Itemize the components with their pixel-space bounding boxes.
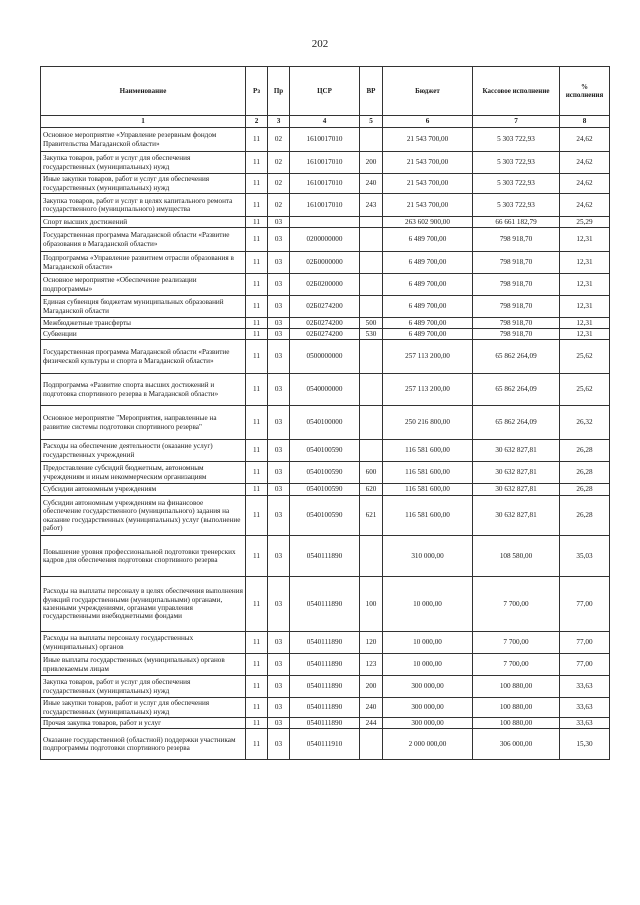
row-percent: 26,32 (560, 406, 610, 440)
row-kassa: 306 000,00 (473, 729, 560, 760)
row-pr: 03 (268, 536, 290, 577)
row-kassa: 798 918,70 (473, 296, 560, 318)
row-csr: 0540100590 (290, 440, 360, 462)
row-vr: 600 (360, 462, 383, 484)
row-csr: 02Б0274200 (290, 296, 360, 318)
row-percent: 33,63 (560, 676, 610, 698)
header-row (41, 67, 610, 116)
row-percent: 12,31 (560, 318, 610, 329)
row-pr: 03 (268, 729, 290, 760)
row-rz: 11 (246, 274, 268, 296)
row-pr: 03 (268, 406, 290, 440)
row-pr: 03 (268, 462, 290, 484)
row-name: Государственная программа Магаданской области «Развитие образования в Магаданской области» (41, 228, 246, 252)
row-vr (360, 128, 383, 152)
row-percent: 77,00 (560, 632, 610, 654)
row-kassa: 65 862 264,09 (473, 374, 560, 406)
row-vr (360, 406, 383, 440)
table-row (41, 536, 610, 577)
row-vr (360, 536, 383, 577)
row-name: Расходы на выплаты персоналу государственных (муниципальных) органов (41, 632, 246, 654)
row-budget: 6 489 700,00 (383, 329, 473, 340)
row-vr: 240 (360, 174, 383, 194)
table-row (41, 252, 610, 274)
table-row (41, 440, 610, 462)
table-row (41, 496, 610, 536)
row-name: Оказание государственной (областной) поддержки участникам подпрограммы подготовки спортивного резерва (41, 729, 246, 760)
row-percent: 25,62 (560, 340, 610, 374)
row-rz: 11 (246, 718, 268, 729)
table-row (41, 654, 610, 676)
row-budget: 10 000,00 (383, 654, 473, 676)
row-pr: 03 (268, 318, 290, 329)
row-pr: 03 (268, 252, 290, 274)
row-name: Государственная программа Магаданской области «Развитие физической культуры и спорта в Магаданской области» (41, 340, 246, 374)
header-pr: Пр (268, 67, 290, 116)
row-csr (290, 217, 360, 228)
row-pr: 03 (268, 632, 290, 654)
row-budget: 300 000,00 (383, 676, 473, 698)
table-row (41, 296, 610, 318)
row-budget: 250 216 800,00 (383, 406, 473, 440)
row-budget: 21 543 700,00 (383, 128, 473, 152)
row-kassa: 5 303 722,93 (473, 194, 560, 217)
row-vr (360, 296, 383, 318)
column-number: 3 (268, 116, 290, 128)
table-row (41, 577, 610, 632)
table-row (41, 374, 610, 406)
row-pr: 03 (268, 577, 290, 632)
row-csr: 0540100590 (290, 484, 360, 496)
table-row (41, 228, 610, 252)
row-vr: 530 (360, 329, 383, 340)
row-budget: 116 581 600,00 (383, 440, 473, 462)
row-name: Иные закупки товаров, работ и услуг для обеспечения государственных (муниципальных) нужд (41, 174, 246, 194)
table-row (41, 632, 610, 654)
row-kassa: 65 862 264,09 (473, 340, 560, 374)
row-kassa: 30 632 827,81 (473, 484, 560, 496)
row-rz: 11 (246, 462, 268, 484)
table-row (41, 462, 610, 484)
row-rz: 11 (246, 484, 268, 496)
row-name: Субвенции (41, 329, 246, 340)
row-kassa: 65 862 264,09 (473, 406, 560, 440)
row-percent: 25,62 (560, 374, 610, 406)
row-pr: 02 (268, 194, 290, 217)
row-pr: 02 (268, 152, 290, 174)
row-kassa: 798 918,70 (473, 318, 560, 329)
row-percent: 33,63 (560, 698, 610, 718)
row-vr (360, 340, 383, 374)
column-number: 8 (560, 116, 610, 128)
row-csr: 02Б0274200 (290, 318, 360, 329)
row-budget: 6 489 700,00 (383, 228, 473, 252)
row-percent: 77,00 (560, 577, 610, 632)
row-percent: 24,62 (560, 152, 610, 174)
row-csr: 1610017010 (290, 152, 360, 174)
row-rz: 11 (246, 374, 268, 406)
row-rz: 11 (246, 654, 268, 676)
row-percent: 15,30 (560, 729, 610, 760)
table-row (41, 676, 610, 698)
row-pr: 03 (268, 217, 290, 228)
table-row (41, 274, 610, 296)
row-budget: 263 602 900,00 (383, 217, 473, 228)
row-rz: 11 (246, 340, 268, 374)
row-budget: 21 543 700,00 (383, 152, 473, 174)
row-csr: 1610017010 (290, 128, 360, 152)
row-vr (360, 252, 383, 274)
row-rz: 11 (246, 318, 268, 329)
row-pr: 03 (268, 440, 290, 462)
row-rz: 11 (246, 217, 268, 228)
table-row (41, 340, 610, 374)
row-csr: 0540111910 (290, 729, 360, 760)
row-budget: 6 489 700,00 (383, 252, 473, 274)
row-budget: 21 543 700,00 (383, 174, 473, 194)
budget-execution-table (40, 66, 610, 760)
row-name: Предоставление субсидий бюджетным, автономным учреждениям и иным некоммерческим организациям (41, 462, 246, 484)
row-name: Субсидии автономным учреждениям (41, 484, 246, 496)
row-csr: 0540100590 (290, 496, 360, 536)
row-kassa: 798 918,70 (473, 329, 560, 340)
row-budget: 2 000 000,00 (383, 729, 473, 760)
table-row (41, 484, 610, 496)
row-vr: 244 (360, 718, 383, 729)
column-number: 1 (41, 116, 246, 128)
row-name: Закупка товаров, работ и услуг в целях капитального ремонта государственного (муниципального) имущества (41, 194, 246, 217)
row-percent: 24,62 (560, 194, 610, 217)
row-percent: 12,31 (560, 274, 610, 296)
row-percent: 12,31 (560, 252, 610, 274)
row-kassa: 30 632 827,81 (473, 496, 560, 536)
row-name: Закупка товаров, работ и услуг для обеспечения государственных (муниципальных) нужд (41, 676, 246, 698)
row-csr: 0200000000 (290, 228, 360, 252)
row-percent: 35,03 (560, 536, 610, 577)
row-rz: 11 (246, 729, 268, 760)
row-pr: 03 (268, 676, 290, 698)
column-number-row (41, 116, 610, 128)
row-budget: 310 000,00 (383, 536, 473, 577)
row-csr: 0540000000 (290, 374, 360, 406)
header-vr: ВР (360, 67, 383, 116)
row-name: Расходы на обеспечение деятельности (оказание услуг) государственных учреждений (41, 440, 246, 462)
row-budget: 6 489 700,00 (383, 296, 473, 318)
row-csr: 0540111890 (290, 676, 360, 698)
row-rz: 11 (246, 174, 268, 194)
row-kassa: 100 880,00 (473, 676, 560, 698)
row-csr: 0540111890 (290, 654, 360, 676)
row-rz: 11 (246, 676, 268, 698)
column-number: 6 (383, 116, 473, 128)
row-kassa: 7 700,00 (473, 654, 560, 676)
row-rz: 11 (246, 496, 268, 536)
row-percent: 26,28 (560, 484, 610, 496)
row-csr: 02Б0274200 (290, 329, 360, 340)
row-budget: 257 113 200,00 (383, 374, 473, 406)
row-csr: 0500000000 (290, 340, 360, 374)
row-rz: 11 (246, 252, 268, 274)
row-vr (360, 228, 383, 252)
row-vr: 500 (360, 318, 383, 329)
row-csr: 0540111890 (290, 577, 360, 632)
row-vr: 243 (360, 194, 383, 217)
row-name: Иные выплаты государственных (муниципальных) органов привлекаемым лицам (41, 654, 246, 676)
row-percent: 33,63 (560, 718, 610, 729)
row-kassa: 5 303 722,93 (473, 152, 560, 174)
row-kassa: 5 303 722,93 (473, 128, 560, 152)
row-pr: 03 (268, 329, 290, 340)
row-name: Иные закупки товаров, работ и услуг для обеспечения государственных (муниципальных) нужд (41, 698, 246, 718)
row-vr (360, 374, 383, 406)
row-pr: 03 (268, 228, 290, 252)
table-row (41, 128, 610, 152)
row-kassa: 30 632 827,81 (473, 440, 560, 462)
row-budget: 10 000,00 (383, 577, 473, 632)
header-rz: Рз (246, 67, 268, 116)
table-row (41, 318, 610, 329)
column-number: 4 (290, 116, 360, 128)
row-rz: 11 (246, 194, 268, 217)
row-budget: 257 113 200,00 (383, 340, 473, 374)
row-pr: 02 (268, 128, 290, 152)
row-kassa: 30 632 827,81 (473, 462, 560, 484)
row-kassa: 798 918,70 (473, 274, 560, 296)
row-vr (360, 440, 383, 462)
row-vr (360, 274, 383, 296)
row-budget: 116 581 600,00 (383, 484, 473, 496)
row-rz: 11 (246, 329, 268, 340)
table-row (41, 698, 610, 718)
row-rz: 11 (246, 698, 268, 718)
row-csr: 02Б0000000 (290, 252, 360, 274)
row-pr: 03 (268, 698, 290, 718)
header-percent: % исполнения (560, 67, 610, 116)
row-csr: 0540100590 (290, 462, 360, 484)
row-percent: 12,31 (560, 296, 610, 318)
row-rz: 11 (246, 632, 268, 654)
row-csr: 0540111890 (290, 632, 360, 654)
row-percent: 12,31 (560, 228, 610, 252)
row-pr: 03 (268, 340, 290, 374)
header-name: Наименование (41, 67, 246, 116)
row-csr: 1610017010 (290, 174, 360, 194)
table-row (41, 194, 610, 217)
row-vr: 200 (360, 676, 383, 698)
row-vr: 120 (360, 632, 383, 654)
row-kassa: 7 700,00 (473, 577, 560, 632)
table-row (41, 729, 610, 760)
row-vr (360, 729, 383, 760)
row-name: Прочая закупка товаров, работ и услуг (41, 718, 246, 729)
row-name: Подпрограмма «Управление развитием отрасли образования в Магаданской области» (41, 252, 246, 274)
row-name: Подпрограмма «Развитие спорта высших достижений и подготовка спортивного резерва в Магаданской области» (41, 374, 246, 406)
row-percent: 24,62 (560, 174, 610, 194)
row-percent: 26,28 (560, 496, 610, 536)
row-budget: 300 000,00 (383, 698, 473, 718)
row-percent: 77,00 (560, 654, 610, 676)
row-budget: 116 581 600,00 (383, 462, 473, 484)
row-csr: 0540100000 (290, 406, 360, 440)
table-row (41, 152, 610, 174)
row-name: Основное мероприятие «Управление резервным фондом Правительства Магаданской области» (41, 128, 246, 152)
row-rz: 11 (246, 577, 268, 632)
row-percent: 26,28 (560, 462, 610, 484)
row-name: Повышение уровня профессиональной подготовки тренерских кадров для обеспечения подготовки спортивного резерва (41, 536, 246, 577)
row-kassa: 798 918,70 (473, 252, 560, 274)
row-name: Основное мероприятие «Обеспечение реализации подпрограммы» (41, 274, 246, 296)
row-csr: 0540111890 (290, 698, 360, 718)
row-kassa: 66 661 182,79 (473, 217, 560, 228)
row-percent: 24,62 (560, 128, 610, 152)
table-row (41, 406, 610, 440)
row-kassa: 100 880,00 (473, 698, 560, 718)
row-kassa: 108 580,00 (473, 536, 560, 577)
row-vr: 200 (360, 152, 383, 174)
row-name: Субсидии автономным учреждениям на финансовое обеспечение государственного (муниципального) задания на оказание государственных (муниципальных) услуг (выполнение работ) (41, 496, 246, 536)
row-pr: 03 (268, 374, 290, 406)
row-rz: 11 (246, 296, 268, 318)
row-pr: 02 (268, 174, 290, 194)
page-number: 202 (311, 38, 329, 50)
table-body (41, 128, 610, 760)
row-csr: 0540111890 (290, 536, 360, 577)
row-percent: 26,28 (560, 440, 610, 462)
row-name: Спорт высших достижений (41, 217, 246, 228)
row-vr: 123 (360, 654, 383, 676)
row-vr (360, 217, 383, 228)
row-pr: 03 (268, 496, 290, 536)
header-kassa: Кассовое исполнение (473, 67, 560, 116)
header-csr: ЦСР (290, 67, 360, 116)
row-pr: 03 (268, 654, 290, 676)
row-budget: 116 581 600,00 (383, 496, 473, 536)
table-row (41, 174, 610, 194)
row-rz: 11 (246, 228, 268, 252)
row-kassa: 100 880,00 (473, 718, 560, 729)
row-rz: 11 (246, 406, 268, 440)
row-pr: 03 (268, 484, 290, 496)
row-pr: 03 (268, 274, 290, 296)
row-vr: 621 (360, 496, 383, 536)
table-row (41, 217, 610, 228)
table-row (41, 718, 610, 729)
row-percent: 12,31 (560, 329, 610, 340)
row-name: Единая субвенция бюджетам муниципальных образований Магаданской области (41, 296, 246, 318)
row-name: Закупка товаров, работ и услуг для обеспечения государственных (муниципальных) нужд (41, 152, 246, 174)
row-kassa: 7 700,00 (473, 632, 560, 654)
table-row (41, 329, 610, 340)
row-rz: 11 (246, 152, 268, 174)
header-budget: Бюджет (383, 67, 473, 116)
row-csr: 02Б0200000 (290, 274, 360, 296)
row-name: Расходы на выплаты персоналу в целях обеспечения выполнения функций государственными (муниципальными) органами, казенными учреждениями, органами управления государственными внебюджетными фондами (41, 577, 246, 632)
row-csr: 1610017010 (290, 194, 360, 217)
row-kassa: 798 918,70 (473, 228, 560, 252)
row-csr: 0540111890 (290, 718, 360, 729)
row-vr: 620 (360, 484, 383, 496)
row-rz: 11 (246, 536, 268, 577)
row-budget: 10 000,00 (383, 632, 473, 654)
row-name: Межбюджетные трансферты (41, 318, 246, 329)
column-number: 5 (360, 116, 383, 128)
row-vr: 240 (360, 698, 383, 718)
row-vr: 100 (360, 577, 383, 632)
row-kassa: 5 303 722,93 (473, 174, 560, 194)
row-rz: 11 (246, 440, 268, 462)
row-percent: 25,29 (560, 217, 610, 228)
row-budget: 300 000,00 (383, 718, 473, 729)
row-pr: 03 (268, 718, 290, 729)
row-name: Основное мероприятие "Мероприятия, направленные на развитие системы подготовки спортивного резерва" (41, 406, 246, 440)
column-number: 2 (246, 116, 268, 128)
row-budget: 6 489 700,00 (383, 274, 473, 296)
row-rz: 11 (246, 128, 268, 152)
row-pr: 03 (268, 296, 290, 318)
row-budget: 6 489 700,00 (383, 318, 473, 329)
column-number: 7 (473, 116, 560, 128)
row-budget: 21 543 700,00 (383, 194, 473, 217)
